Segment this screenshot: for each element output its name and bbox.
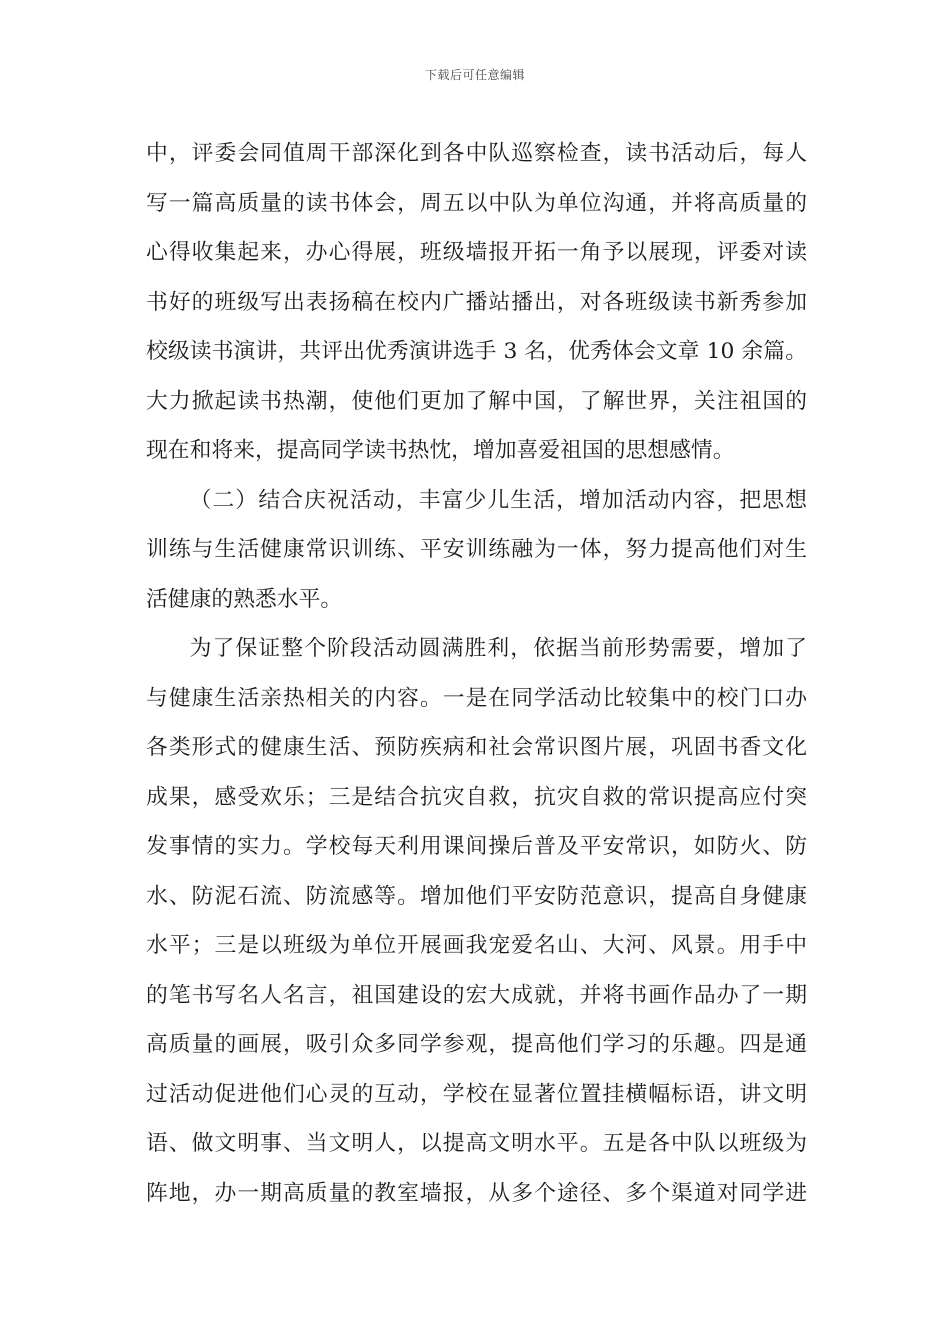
text-line: 阵地，办一期高质量的教室墙报，从多个途径、多个渠道对同学进: [146, 1180, 807, 1206]
text-line: 大力掀起读书热潮，使他们更加了解中国，了解世界，关注祖国的: [146, 388, 807, 414]
text-line: 语、做文明事、当文明人，以提高文明水平。五是各中队以班级为: [146, 1131, 807, 1156]
text-line: 写一篇高质量的读书体会，周五以中队为单位沟通，并将高质量的: [146, 190, 807, 216]
page-header: 下载后可任意编辑: [424, 68, 525, 82]
text-line: 中，评委会同值周干部深化到各中队巡察检查，读书活动后，每人: [146, 141, 807, 166]
text-line: 高质量的画展，吸引众多同学参观，提高他们学习的乐趣。四是通: [146, 1032, 807, 1057]
text-line: 活健康的熟悉水平。: [146, 586, 343, 612]
text-line: 为了保证整个阶段活动圆满胜利，依据当前形势需要，增加了: [189, 636, 807, 661]
paragraph-3: [146, 624, 807, 1218]
text-line: 各类形式的健康生活、预防疾病和社会常识图片展，巩固书香文化: [146, 735, 807, 760]
text-line: 过活动促进他们心灵的互动，学校在显著位置挂横幅标语，讲文明: [146, 1081, 807, 1107]
text-line: 与健康生活亲热相关的内容。一是在同学活动比较集中的校门口办: [146, 685, 807, 711]
text-line: 心得收集起来，办心得展，班级墙报开拓一角予以展现，评委对读: [146, 240, 807, 265]
text-line: 发事情的实力。学校每天利用课间操后普及平安常识，如防火、防: [146, 834, 807, 859]
text-line: 水、防泥石流、防流感等。增加他们平安防范意识，提高自身健康: [146, 883, 807, 909]
paragraph-1: [146, 129, 807, 476]
text-line: 书好的班级写出表扬稿在校内广播站播出，对各班级读书新秀参加: [146, 289, 807, 315]
paragraph-2: [146, 476, 807, 625]
text-line: 成果，感受欢乐；三是结合抗灾自救，抗灾自救的常识提高应付突: [146, 784, 807, 810]
document-body: [146, 129, 807, 1218]
text-line: 的笔书写名人名言，祖国建设的宏大成就，并将书画作品办了一期: [146, 982, 807, 1008]
text-line: （二）结合庆祝活动，丰富少儿生活，增加活动内容，把思想: [189, 487, 807, 513]
text-line: 现在和将来，提高同学读书热忱，增加喜爱祖国的思想感情。: [146, 438, 735, 463]
text-line: 训练与生活健康常识训练、平安训练融为一体，努力提高他们对生: [146, 537, 807, 562]
text-line: 校级读书演讲，共评出优秀演讲选手 3 名，优秀体会文章 10 余篇。: [146, 339, 807, 364]
text-line: 水平；三是以班级为单位开展画我宠爱名山、大河、风景。用手中: [146, 933, 807, 958]
